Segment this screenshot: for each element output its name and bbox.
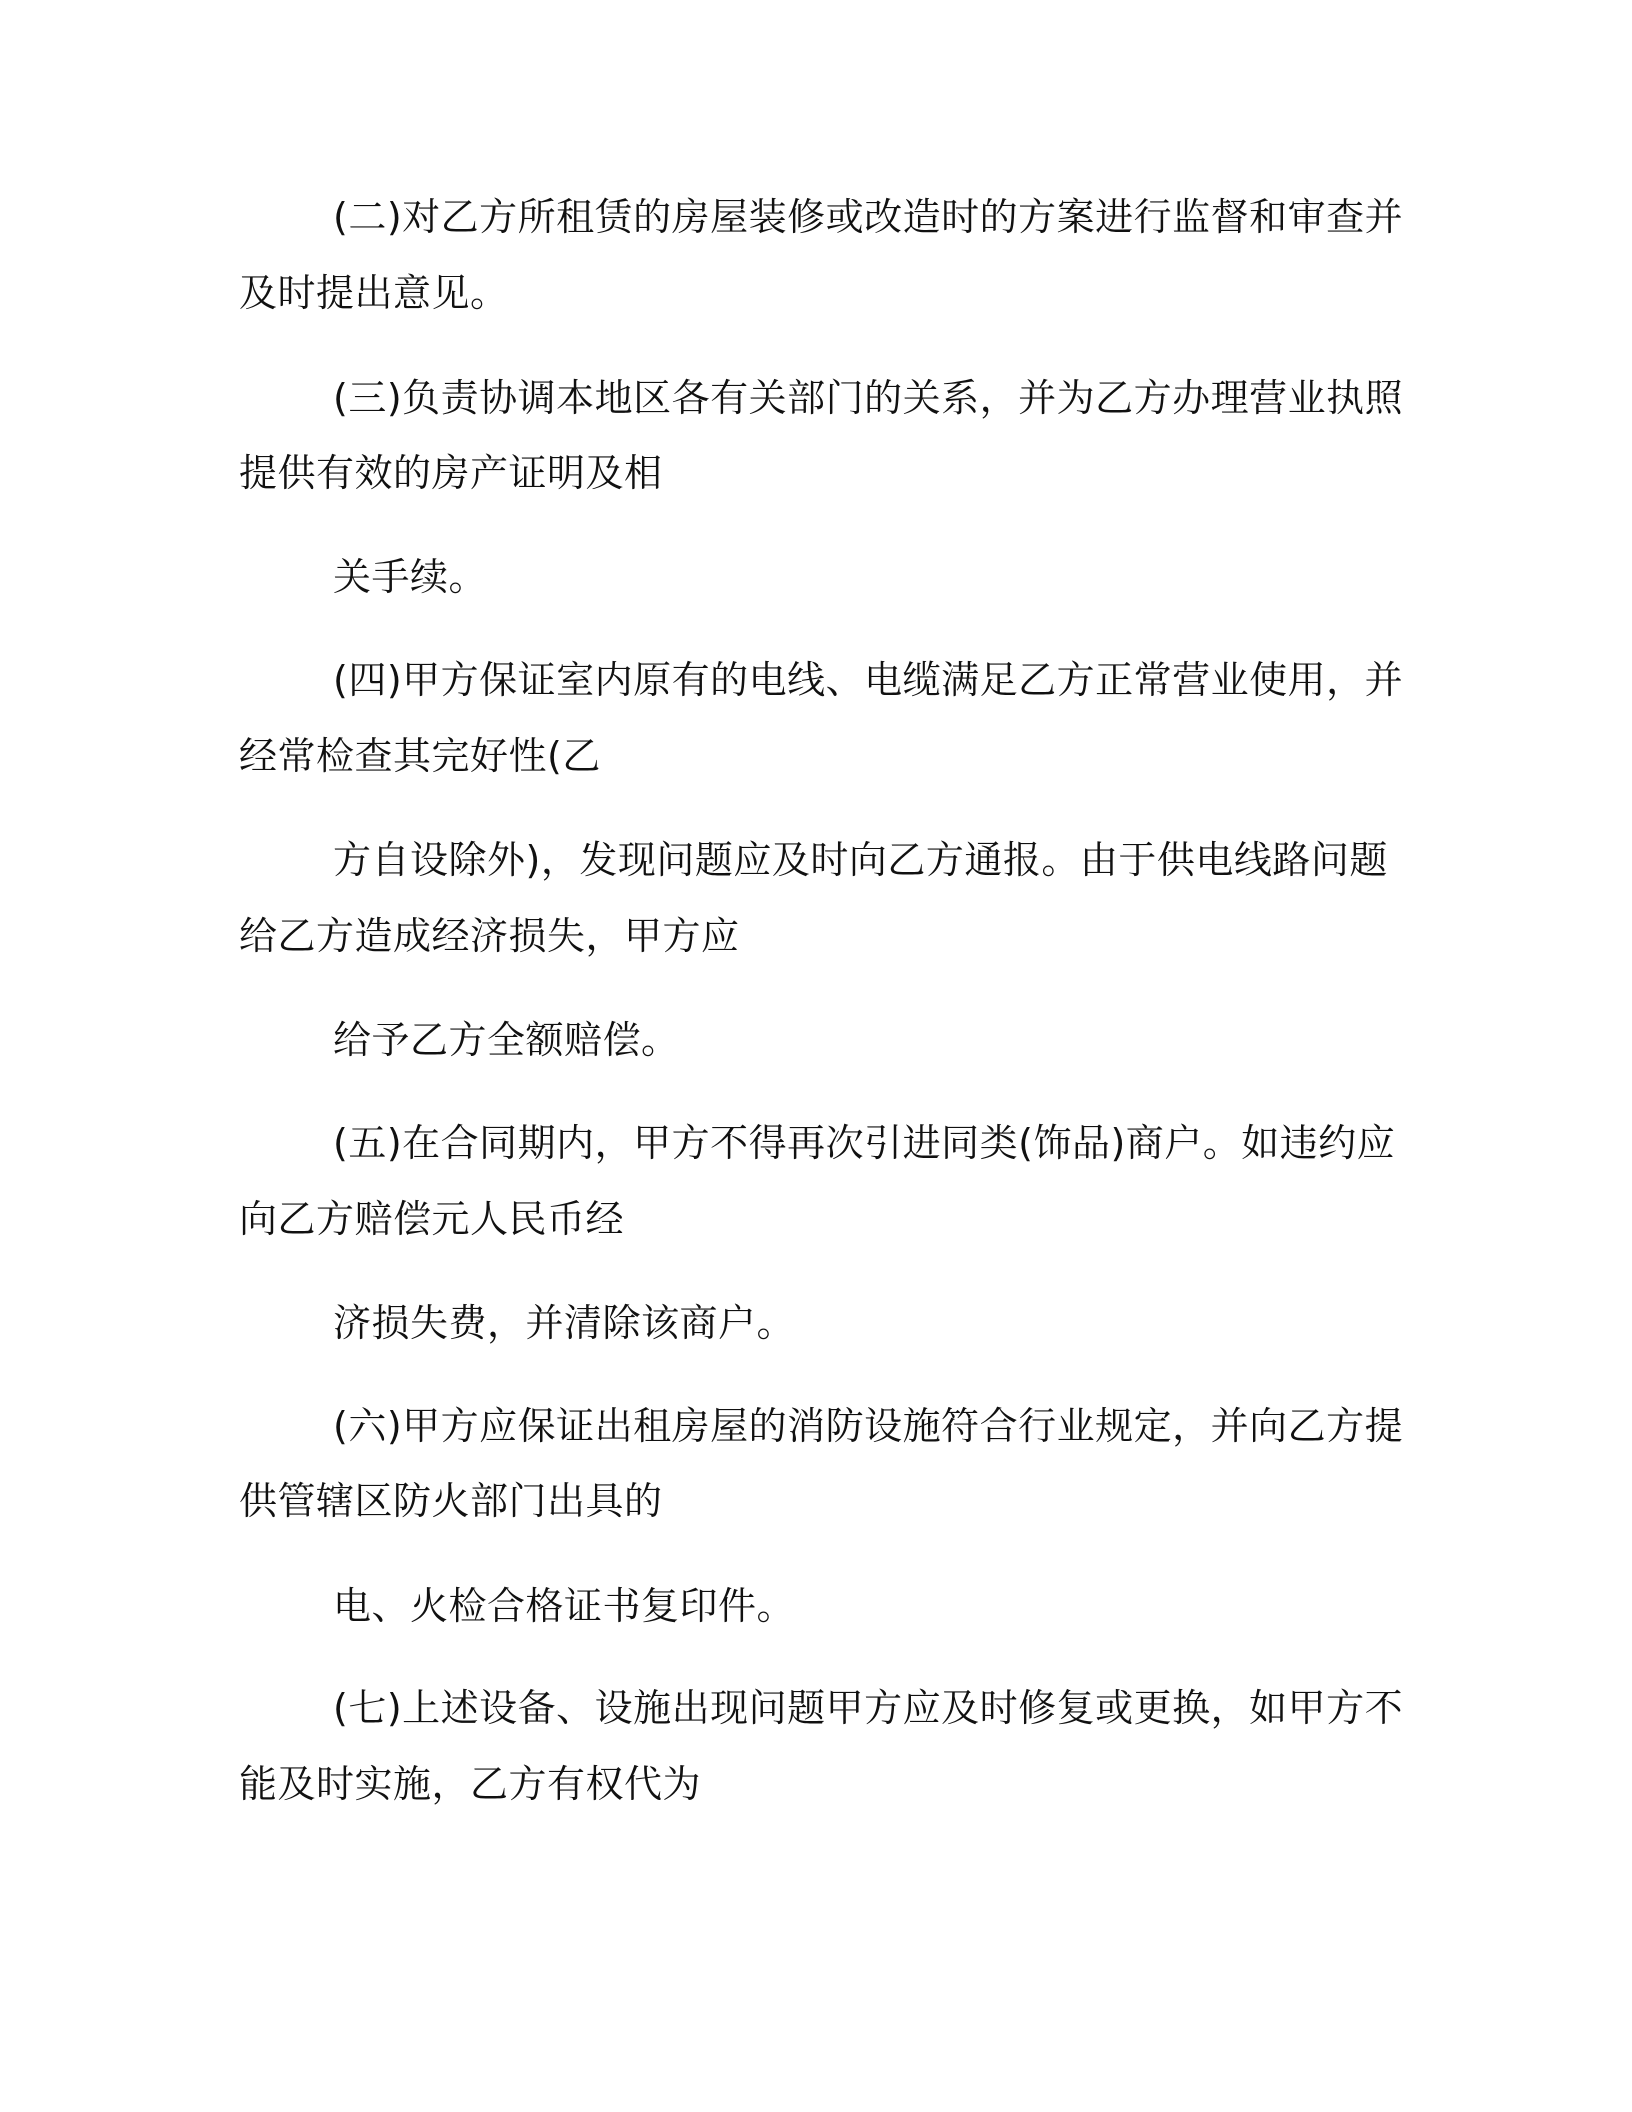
paragraph-4-line-1: (四)甲方保证室内原有的电线、电缆满足乙方正常营业使用，并 (333, 658, 1404, 702)
paragraph-4-line-2: 经常检查其完好性(乙 (239, 734, 601, 778)
paragraph-5-continuation: 济损失费，并清除该商户。 (333, 1301, 796, 1345)
paragraph-3-line-2: 提供有效的房产证明及相 (239, 451, 663, 495)
paragraph-4-continuation-2: 给予乙方全额赔偿。 (333, 1018, 680, 1062)
paragraph-5-line-1: (五)在合同期内，甲方不得再次引进同类(饰品)商户。如违约应 (333, 1121, 1396, 1165)
paragraph-7-line-1: (七)上述设备、设施出现问题甲方应及时修复或更换，如甲方不 (333, 1686, 1404, 1730)
paragraph-3-line-1: (三)负责协调本地区各有关部门的关系，并为乙方办理营业执照 (333, 376, 1404, 420)
paragraph-4-continuation-line-2: 给乙方造成经济损失，甲方应 (239, 914, 740, 958)
paragraph-5-line-2: 向乙方赔偿元人民币经 (239, 1197, 625, 1241)
paragraph-3-continuation: 关手续。 (333, 555, 488, 599)
paragraph-6-continuation: 电、火检合格证书复印件。 (333, 1584, 796, 1628)
paragraph-2-line-1: (二)对乙方所租赁的房屋装修或改造时的方案进行监督和审查并 (333, 195, 1404, 239)
paragraph-7-line-2: 能及时实施，乙方有权代为 (239, 1762, 702, 1806)
paragraph-2-line-2: 及时提出意见。 (239, 271, 509, 315)
paragraph-6-line-1: (六)甲方应保证出租房屋的消防设施符合行业规定，并向乙方提 (333, 1404, 1404, 1448)
paragraph-6-line-2: 供管辖区防火部门出具的 (239, 1479, 663, 1523)
paragraph-4-continuation-line-1: 方自设除外)，发现问题应及时向乙方通报。由于供电线路问题 (333, 838, 1388, 882)
